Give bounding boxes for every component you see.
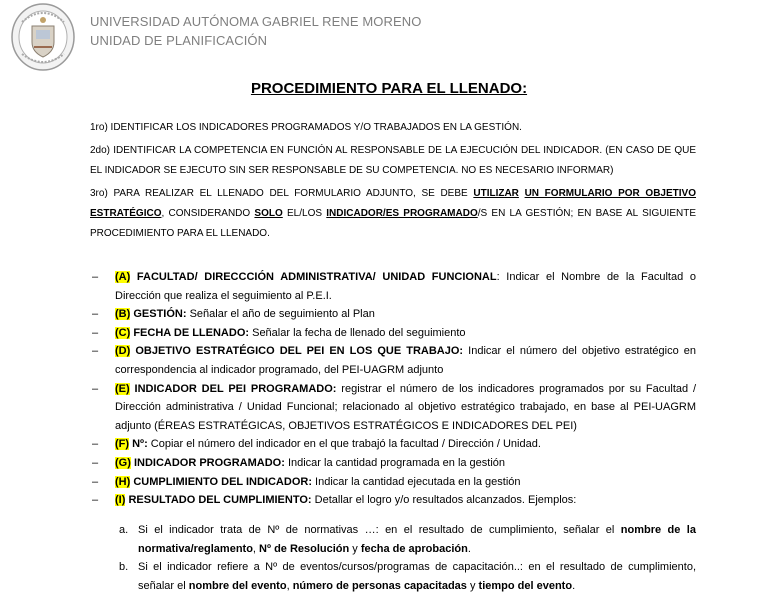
university-name: UNIVERSIDAD AUTÓNOMA GABRIEL RENE MORENO (90, 14, 422, 29)
examples-list (0, 521, 778, 595)
list-item: – (B) GESTIÓN: Señalar el año de seguimiento al Plan (92, 308, 375, 321)
unit-name: UNIDAD DE PLANIFICACIÓN (90, 33, 268, 48)
field-instructions-list (0, 268, 778, 510)
list-item: – (C) FECHA DE LLENADO: Señalar la fecha de llenado del seguimiento (92, 326, 466, 339)
step-1: 1ro) IDENTIFICAR LOS INDICADORES PROGRAMADOS Y/O TRABAJADOS EN LA GESTIÓN. (90, 122, 522, 133)
list-item: – (E) INDICADOR DEL PEI PROGRAMADO: registrar el número de los indicadores programados por su Facultad / Dirección administrativa / Unidad Funcional; relacionado al objetivo estratégico trabajado, en base al PEI-UAGRM adjunto (ÉREAS ESTRATÉGICAS, OBJETIVOS ESTRATÉGICOS E INDICADORES DEL PEI) (92, 382, 697, 432)
step-3: 3ro) PARA REALIZAR EL LLENADO DEL FORMULARIO ADJUNTO, SE DEBE UTILIZAR UN FORMULARIO POR OBJETIVO ESTRATÉGICO, CONSIDERANDO SOLO EL/LOS INDICADOR/ES PROGRAMADO/S EN LA GESTIÓN; EN BASE AL SIGUIENTE PROCEDIMIENTO PARA EL LLENADO. (90, 188, 697, 239)
list-item: – (I) RESULTADO DEL CUMPLIMIENTO: Detallar el logro y/o resultados alcanzados. Ejemplos: (92, 494, 577, 507)
list-item: – (A) FACULTAD/ DIRECCCIÓN ADMINISTRATIVA/ UNIDAD FUNCIONAL: Indicar el Nombre de la Facultad o Dirección que realiza el seguimiento al P.E.I. (92, 271, 696, 302)
list-item: – (H) CUMPLIMIENTO DEL INDICADOR: Indicar la cantidad ejecutada en la gestión (92, 475, 521, 488)
list-item: – (F) Nº: Copiar el número del indicador en el que trabajó la facultad / Dirección / Unidad. (92, 438, 541, 451)
example-item: b. Si el indicador refiere a Nº de eventos/cursos/programas de capacitación..: en el resultado de cumplimiento, señalar el nombre del evento, número de personas capacitadas y tiempo del evento. (119, 561, 696, 592)
example-item: a. Si el indicador trata de Nº de normativas …: en el resultado de cumplimiento, señalar el nombre de la normativa/reglamento, Nº de Resolución y fecha de aprobación. (119, 524, 696, 555)
university-seal-logo (10, 2, 76, 72)
page-title: PROCEDIMIENTO PARA EL LLENADO: (250, 80, 528, 97)
step-2: 2do) IDENTIFICAR LA COMPETENCIA EN FUNCIÓN AL RESPONSABLE DE LA EJECUCIÓN DEL INDICADOR. (EN CASO DE QUE EL INDICADOR SE EJECUTO SIN SER RESPONSABLE DE SU COMPETENCIA. NO ES NECESARIO INFORMAR) (90, 145, 696, 176)
list-item: – (D) OBJETIVO ESTRATÉGICO DEL PEI EN LOS QUE TRABAJO: Indicar el número del objetivo estratégico en correspondencia al indicador programado, del PEI-UAGRM adjunto (92, 345, 696, 376)
list-item: – (G) INDICADOR PROGRAMADO: Indicar la cantidad programada en la gestión (92, 456, 506, 469)
